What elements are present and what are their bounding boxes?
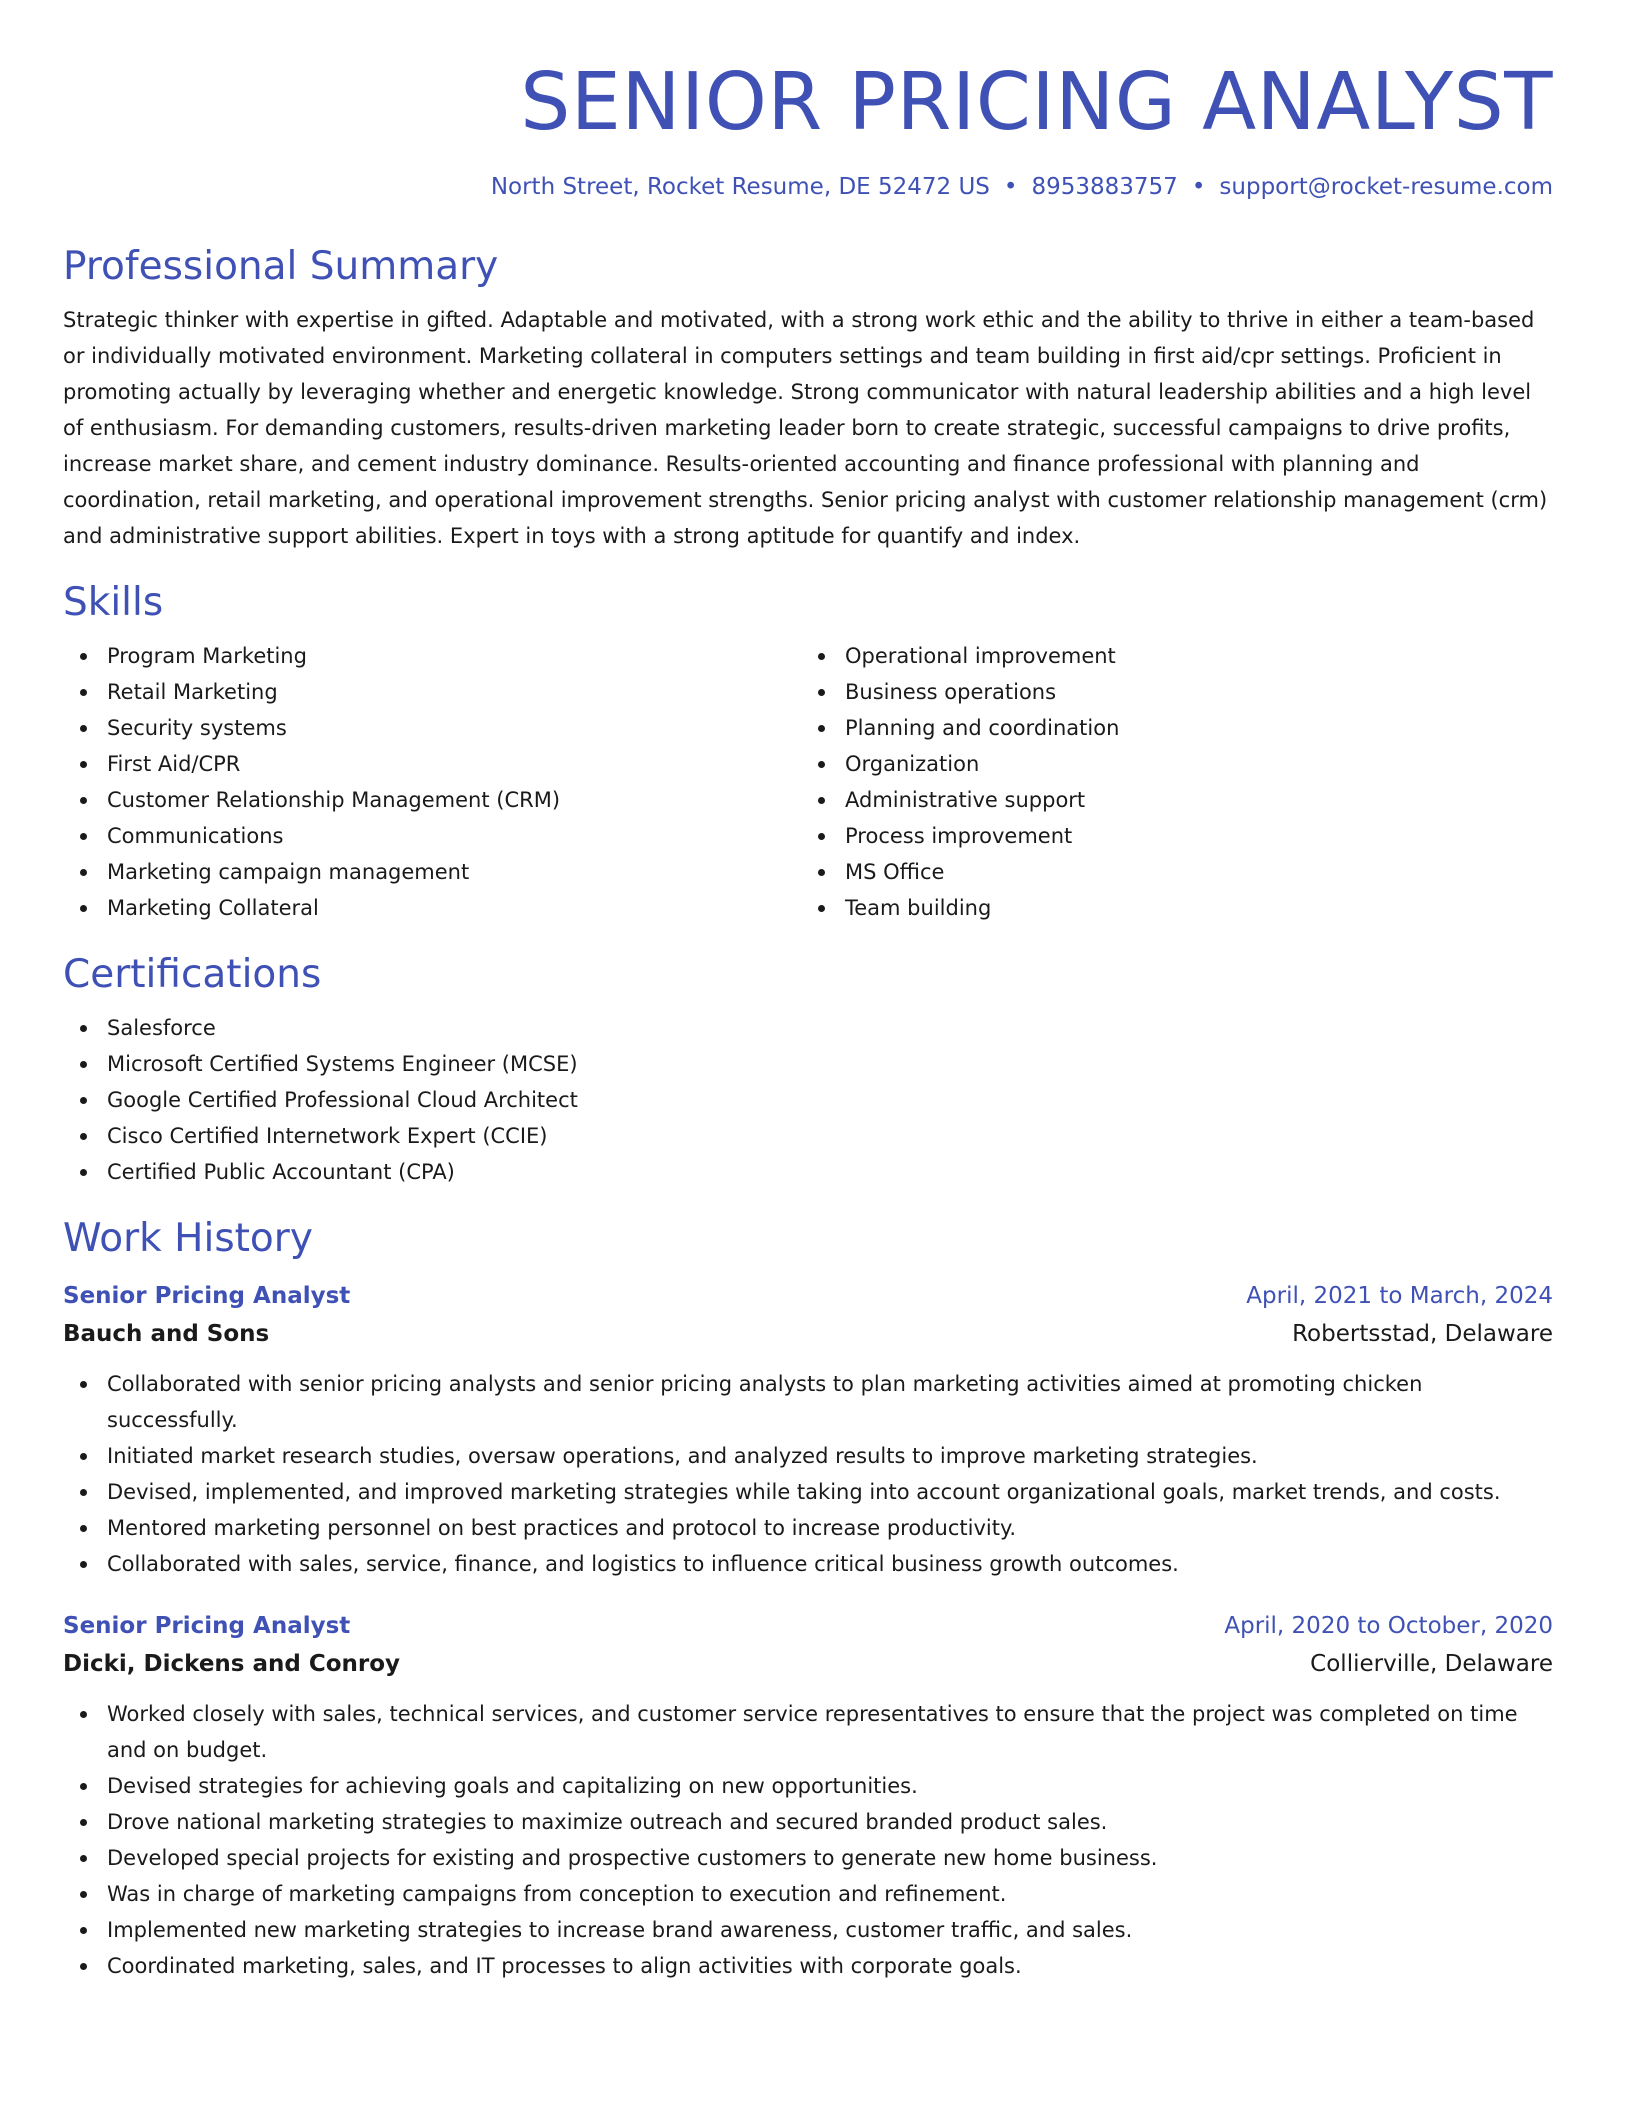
summary-section bbox=[63, 242, 1553, 554]
job-entry bbox=[63, 1278, 1553, 1582]
skill-item: Administrative support bbox=[801, 782, 1539, 818]
job-bullet: Devised strategies for achieving goals and capitalizing on new opportunities. bbox=[63, 1768, 1553, 1804]
job-company-row bbox=[63, 1644, 1553, 1684]
skills-heading: Skills bbox=[63, 580, 164, 625]
skill-item: Team building bbox=[801, 890, 1539, 926]
job-bullets bbox=[63, 1366, 1553, 1582]
job-dates: April, 2021 to March, 2024 bbox=[1246, 1283, 1553, 1309]
job-company-row bbox=[63, 1314, 1553, 1354]
contact-line bbox=[63, 170, 1553, 204]
summary-heading: Professional Summary bbox=[63, 244, 499, 289]
job-title-row bbox=[63, 1278, 1553, 1314]
contact-separator: • bbox=[1003, 174, 1018, 200]
work-history-heading: Work History bbox=[63, 1216, 313, 1261]
job-location: Collierville, Delaware bbox=[1310, 1651, 1553, 1677]
skill-item: Communications bbox=[63, 818, 801, 854]
job-company: Bauch and Sons bbox=[63, 1321, 270, 1347]
job-bullet: Collaborated with sales, service, finance, and logistics to influence critical business growth outcomes. bbox=[63, 1546, 1553, 1582]
job-bullet: Initiated market research studies, oversaw operations, and analyzed results to improve marketing strategies. bbox=[63, 1438, 1553, 1474]
job-bullet: Drove national marketing strategies to maximize outreach and secured branded product sales. bbox=[63, 1804, 1553, 1840]
certification-item: Cisco Certified Internetwork Expert (CCIE) bbox=[63, 1118, 1553, 1154]
certifications-list bbox=[63, 1010, 1553, 1190]
job-title: Senior Pricing Analyst bbox=[63, 1613, 351, 1639]
job-entry bbox=[63, 1608, 1553, 1984]
work-history-section bbox=[63, 1214, 1553, 1984]
job-location: Robertsstad, Delaware bbox=[1292, 1321, 1553, 1347]
skill-item: Operational improvement bbox=[801, 638, 1539, 674]
skill-item: Program Marketing bbox=[63, 638, 801, 674]
skills-section bbox=[63, 578, 1553, 926]
job-bullet: Mentored marketing personnel on best practices and protocol to increase productivity. bbox=[63, 1510, 1553, 1546]
summary-text: Strategic thinker with expertise in gifted. Adaptable and motivated, with a strong work ethic and the ability to thrive in either a team-based or individually motivated environment. Marketing collateral in computers settings and team building in first aid/cpr settings. Proficient in promoting actually by leveraging whether and energetic knowledge. Strong communicator with natural leadership abilities and a high level of enthusiasm. For demanding customers, results-driven marketing leader born to create strategic, successful campaigns to drive profits, increase market share, and cement industry dominance. Results-oriented accounting and finance professional with planning and coordination, retail marketing, and operational improvement strengths. Senior pricing analyst with customer relationship management (crm) and administrative support abilities. Expert in toys with a strong aptitude for quantify and index. bbox=[63, 308, 1548, 548]
certification-item: Certified Public Accountant (CPA) bbox=[63, 1154, 1553, 1190]
skill-item: Planning and coordination bbox=[801, 710, 1539, 746]
skill-item: Security systems bbox=[63, 710, 801, 746]
contact-email: support@rocket-resume.com bbox=[1219, 174, 1553, 200]
certifications-section bbox=[63, 950, 1553, 1190]
skill-item: Marketing campaign management bbox=[63, 854, 801, 890]
contact-separator: • bbox=[1191, 174, 1206, 200]
job-bullet: Developed special projects for existing and prospective customers to generate new home business. bbox=[63, 1840, 1553, 1876]
skills-list-right bbox=[801, 638, 1539, 926]
certification-item: Microsoft Certified Systems Engineer (MCSE) bbox=[63, 1046, 1553, 1082]
job-bullet: Collaborated with senior pricing analysts and senior pricing analysts to plan marketing activities aimed at promoting chicken successfully. bbox=[63, 1366, 1553, 1438]
skill-item: MS Office bbox=[801, 854, 1539, 890]
skill-item: Retail Marketing bbox=[63, 674, 801, 710]
skill-item: First Aid/CPR bbox=[63, 746, 801, 782]
job-bullets bbox=[63, 1696, 1553, 1984]
skill-item: Business operations bbox=[801, 674, 1539, 710]
resume-header bbox=[63, 52, 1553, 204]
certification-item: Salesforce bbox=[63, 1010, 1553, 1046]
job-company: Dicki, Dickens and Conroy bbox=[63, 1651, 401, 1677]
skills-columns bbox=[63, 638, 1553, 926]
job-bullet: Implemented new marketing strategies to increase brand awareness, customer traffic, and sales. bbox=[63, 1912, 1553, 1948]
contact-phone: 8953883757 bbox=[1031, 174, 1178, 200]
skill-item: Marketing Collateral bbox=[63, 890, 801, 926]
job-bullet: Was in charge of marketing campaigns from conception to execution and refinement. bbox=[63, 1876, 1553, 1912]
certification-item: Google Certified Professional Cloud Architect bbox=[63, 1082, 1553, 1118]
skill-item: Process improvement bbox=[801, 818, 1539, 854]
skill-item: Organization bbox=[801, 746, 1539, 782]
skills-list-left bbox=[63, 638, 801, 926]
contact-address: North Street, Rocket Resume, DE 52472 US bbox=[490, 174, 990, 200]
job-title-row bbox=[63, 1608, 1553, 1644]
job-dates: April, 2020 to October, 2020 bbox=[1224, 1613, 1553, 1639]
job-title: Senior Pricing Analyst bbox=[63, 1283, 351, 1309]
certifications-heading: Certifications bbox=[63, 952, 322, 997]
skill-item: Customer Relationship Management (CRM) bbox=[63, 782, 801, 818]
job-bullet: Worked closely with sales, technical services, and customer service representatives to ensure that the project was completed on time and on budget. bbox=[63, 1696, 1553, 1768]
resume-title: SENIOR PRICING ANALYST bbox=[520, 56, 1553, 148]
job-bullet: Devised, implemented, and improved marketing strategies while taking into account organizational goals, market trends, and costs. bbox=[63, 1474, 1553, 1510]
job-bullet: Coordinated marketing, sales, and IT processes to align activities with corporate goals. bbox=[63, 1948, 1553, 1984]
